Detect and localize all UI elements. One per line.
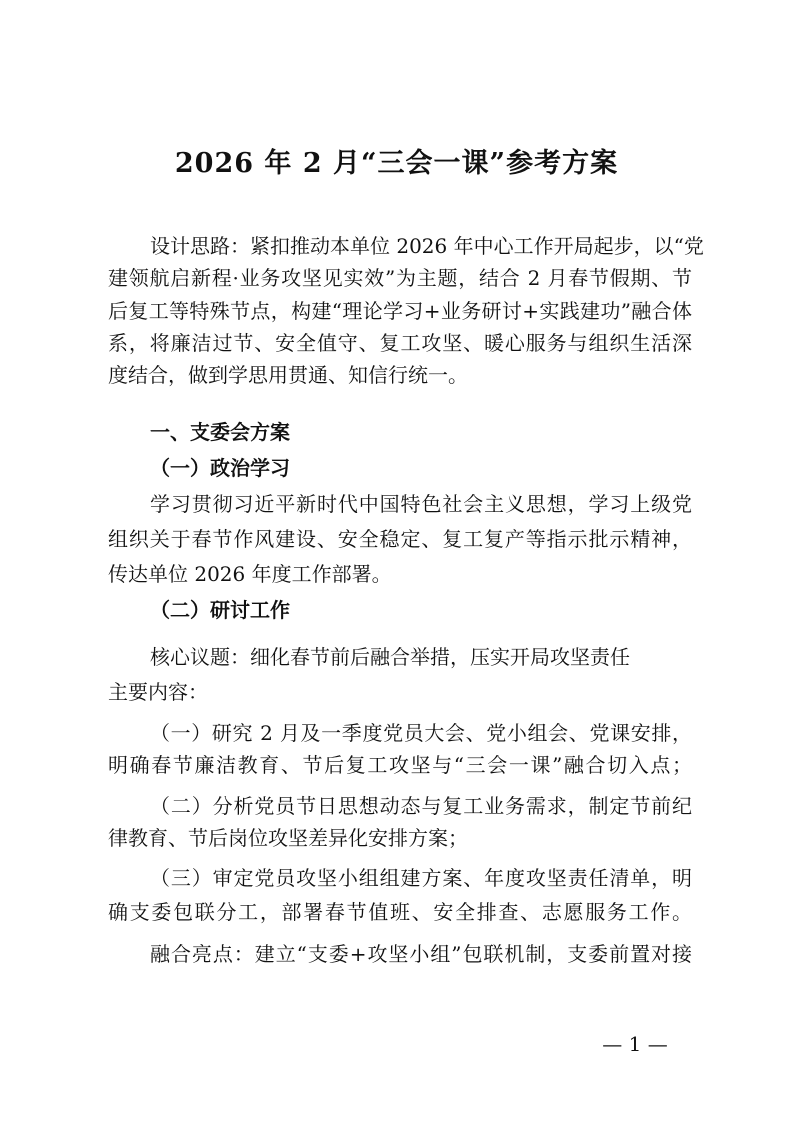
paragraph-line: 融合亮点：建立“支委+攻坚小组”包联机制，支委前置对接	[150, 942, 692, 966]
paragraph-line: 传达单位 2026 年度工作部署。	[108, 562, 392, 586]
paragraph-line: 主要内容：	[108, 680, 208, 704]
paragraph-line: 后复工等特殊节点，构建“理论学习+业务研讨+实践建功”融合体	[108, 299, 692, 323]
paragraph-line: 建领航启新程·业务攻坚见实效”为主题，结合 2 月春节假期、节	[108, 266, 692, 290]
page-title: 2026 年 2 月“三会一课”参考方案	[174, 148, 619, 179]
paragraph-line: （一）研究 2 月及一季度党员大会、党小组会、党课安排，	[150, 721, 692, 745]
paragraph-line: 确支委包联分工，部署春节值班、安全排查、志愿服务工作。	[108, 900, 692, 924]
paragraph-line: 系，将廉洁过节、安全值守、复工攻坚、暖心服务与组织生活深	[108, 331, 692, 355]
subsection-heading: （一）政治学习	[150, 456, 290, 480]
paragraph-line: 明确春节廉洁教育、节后复工攻坚与“三会一课”融合切入点；	[108, 753, 692, 777]
page-number: — 1 —	[602, 1032, 668, 1056]
paragraph-line: 度结合，做到学思用贯通、知信行统一。	[108, 363, 468, 387]
paragraph-line: 核心议题：细化春节前后融合举措，压实开局攻坚责任	[150, 645, 630, 669]
paragraph-line: 设计思路：紧扣推动本单位 2026 年中心工作开局起步，以“党	[150, 234, 704, 258]
paragraph-line: （二）分析党员节日思想动态与复工业务需求，制定节前纪	[150, 794, 692, 818]
paragraph-line: 组织关于春节作风建设、安全稳定、复工复产等指示批示精神，	[108, 527, 692, 551]
paragraph-line: （三）审定党员攻坚小组组建方案、年度攻坚责任清单，明	[150, 866, 692, 890]
paragraph-line: 律教育、节后岗位攻坚差异化安排方案；	[108, 826, 468, 850]
subsection-heading: （二）研讨工作	[150, 598, 290, 622]
paragraph-line: 学习贯彻习近平新时代中国特色社会主义思想，学习上级党	[150, 492, 692, 516]
section-heading: 一、支委会方案	[150, 420, 290, 444]
